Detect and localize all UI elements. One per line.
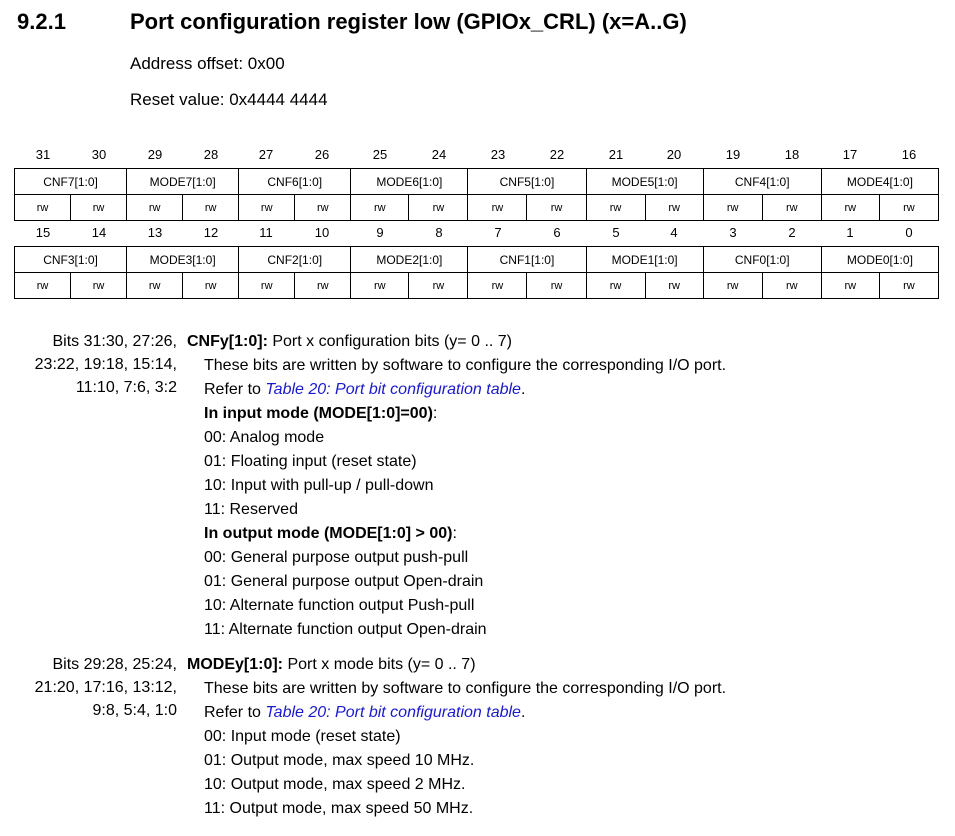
- field-cnf3: CNF3[1:0]: [15, 247, 127, 273]
- bit-number: 17: [842, 147, 858, 162]
- refer-suffix: .: [520, 704, 526, 721]
- input-mode-item: 00: Analog mode: [204, 429, 325, 446]
- access-cell: rw: [703, 195, 762, 221]
- mode-item: 01: Output mode, max speed 10 MHz.: [204, 752, 475, 769]
- input-mode-heading: In input mode (MODE[1:0]=00): [204, 405, 433, 422]
- cnf-bits-label: [35, 330, 177, 399]
- mode-lines: [204, 677, 726, 821]
- address-offset: Address offset: 0x00: [130, 54, 285, 73]
- field-mode0: MODE0[1:0]: [821, 247, 938, 273]
- access-cell: rw: [409, 195, 468, 221]
- bit-number: 12: [203, 225, 219, 240]
- refer-prefix: Refer to: [204, 704, 266, 721]
- bits-label-line: 21:20, 17:16, 13:12,: [34, 679, 177, 696]
- bit-number: 29: [147, 147, 163, 162]
- access-cell: rw: [645, 195, 703, 221]
- access-cell: rw: [821, 273, 879, 299]
- reset-value: Reset value: 0x4444 4444: [130, 90, 328, 109]
- field-cnf6: CNF6[1:0]: [239, 169, 351, 195]
- field-mode5: MODE5[1:0]: [586, 169, 703, 195]
- access-cell: rw: [762, 273, 821, 299]
- access-cell: rw: [127, 273, 183, 299]
- access-cell: rw: [468, 273, 527, 299]
- input-mode-item: 01: Floating input (reset state): [204, 453, 417, 470]
- field-cnf4: CNF4[1:0]: [703, 169, 821, 195]
- bit-number: 27: [258, 147, 274, 162]
- table-20-link[interactable]: Table 20: Port bit configuration table: [265, 704, 521, 721]
- access-cell: rw: [527, 273, 586, 299]
- bit-number: 5: [612, 225, 620, 240]
- field-mode2: MODE2[1:0]: [351, 247, 468, 273]
- bit-number: 31: [35, 147, 51, 162]
- access-cell: rw: [879, 195, 938, 221]
- output-mode-heading-line: [204, 522, 726, 546]
- access-cell: rw: [879, 273, 938, 299]
- bit-number: 1: [846, 225, 854, 240]
- refer-suffix: .: [520, 381, 526, 398]
- access-cell: rw: [15, 195, 71, 221]
- mode-item: 10: Output mode, max speed 2 MHz.: [204, 776, 466, 793]
- output-mode-item: 10: Alternate function output Push-pull: [204, 597, 475, 614]
- output-mode-item: 01: General purpose output Open-drain: [204, 573, 484, 590]
- bit-number: 22: [549, 147, 565, 162]
- bit-numbers-low: [14, 221, 939, 246]
- bit-number: 4: [670, 225, 678, 240]
- access-cell: rw: [239, 273, 295, 299]
- field-mode1: MODE1[1:0]: [586, 247, 703, 273]
- bit-number: 7: [494, 225, 502, 240]
- bit-number: 13: [147, 225, 163, 240]
- bit-number: 23: [490, 147, 506, 162]
- bit-number: 2: [788, 225, 796, 240]
- access-cell: rw: [71, 195, 127, 221]
- field-mode7: MODE7[1:0]: [127, 169, 239, 195]
- access-cell: rw: [762, 195, 821, 221]
- refer-prefix: Refer to: [204, 381, 266, 398]
- bit-number: 0: [905, 225, 913, 240]
- field-mode3: MODE3[1:0]: [127, 247, 239, 273]
- bit-number: 21: [608, 147, 624, 162]
- section-number: 9.2.1: [17, 9, 66, 34]
- cnf-lines: [204, 354, 726, 642]
- access-cell: rw: [645, 273, 703, 299]
- access-cell: rw: [409, 273, 468, 299]
- table-20-link[interactable]: Table 20: Port bit configuration table: [265, 381, 521, 398]
- bit-number: 10: [314, 225, 330, 240]
- bit-number: 19: [725, 147, 741, 162]
- access-cell: rw: [295, 195, 351, 221]
- bit-number: 24: [431, 147, 447, 162]
- output-mode-colon: :: [452, 525, 457, 542]
- bit-number: 25: [372, 147, 388, 162]
- field-cnf1: CNF1[1:0]: [468, 247, 586, 273]
- bit-number: 18: [784, 147, 800, 162]
- bit-number: 3: [729, 225, 737, 240]
- access-cell: rw: [527, 195, 586, 221]
- field-mode4: MODE4[1:0]: [821, 169, 938, 195]
- section-title: Port configuration register low (GPIOx_CRL) (x=A..G): [130, 9, 687, 34]
- access-cell: rw: [703, 273, 762, 299]
- bit-number: 11: [259, 225, 273, 240]
- output-mode-item: 00: General purpose output push-pull: [204, 549, 469, 566]
- mode-item: 00: Input mode (reset state): [204, 728, 401, 745]
- access-cell: rw: [586, 195, 645, 221]
- access-cell: rw: [71, 273, 127, 299]
- output-mode-item: 11: Alternate function output Open-drain: [204, 621, 487, 638]
- bit-number: 20: [666, 147, 682, 162]
- bit-number: 16: [901, 147, 917, 162]
- cnf-field-summary: Port x configuration bits (y= 0 .. 7): [267, 333, 512, 350]
- bit-number: 6: [553, 225, 561, 240]
- mode-bits-label: [35, 653, 177, 722]
- mode-field-summary: Port x mode bits (y= 0 .. 7): [283, 656, 476, 673]
- field-cnf5: CNF5[1:0]: [468, 169, 586, 195]
- bit-number: 8: [435, 225, 443, 240]
- access-cell: rw: [15, 273, 71, 299]
- input-mode-item: 11: Reserved: [204, 501, 298, 518]
- field-cnf0: CNF0[1:0]: [703, 247, 821, 273]
- access-cell: rw: [183, 273, 239, 299]
- mode-item: 11: Output mode, max speed 50 MHz.: [204, 800, 474, 817]
- cnf-refer-line: [204, 378, 726, 402]
- bit-number: 28: [203, 147, 219, 162]
- mode-refer-line: [204, 701, 726, 725]
- input-mode-colon: :: [432, 405, 438, 422]
- field-cnf7: CNF7[1:0]: [15, 169, 127, 195]
- input-mode-item: 10: Input with pull-up / pull-down: [204, 477, 434, 494]
- access-cell: rw: [351, 273, 409, 299]
- input-mode-heading-line: [204, 402, 726, 426]
- register-low-half: [14, 221, 939, 299]
- access-cell: rw: [468, 195, 527, 221]
- bit-number: 9: [376, 225, 384, 240]
- cnf-field-heading: [187, 330, 512, 353]
- cnf-field-name: CNFy[1:0]:: [187, 333, 268, 350]
- output-mode-heading: In output mode (MODE[1:0] > 00): [204, 525, 453, 542]
- field-cnf2: CNF2[1:0]: [239, 247, 351, 273]
- register-table-high: [14, 168, 939, 221]
- cnf-line: These bits are written by software to configure the corresponding I/O port.: [204, 357, 727, 374]
- bit-number: 26: [314, 147, 330, 162]
- bits-label-line: 9:8, 5:4, 1:0: [92, 702, 177, 719]
- access-cell: rw: [351, 195, 409, 221]
- bits-label-line: Bits 29:28, 25:24,: [52, 656, 177, 673]
- access-cell: rw: [239, 195, 295, 221]
- bit-numbers-high: [14, 143, 939, 168]
- access-cell: rw: [183, 195, 239, 221]
- register-high-half: [14, 143, 939, 221]
- mode-line: These bits are written by software to configure the corresponding I/O port.: [204, 680, 727, 697]
- register-table-low: [14, 246, 939, 299]
- access-cell: rw: [295, 273, 351, 299]
- access-cell: rw: [127, 195, 183, 221]
- bits-label-line: 23:22, 19:18, 15:14,: [34, 356, 177, 373]
- bits-label-line: 11:10, 7:6, 3:2: [75, 379, 177, 396]
- bit-number: 30: [91, 147, 107, 162]
- bit-number: 15: [35, 225, 51, 240]
- mode-field-name: MODEy[1:0]:: [187, 656, 284, 673]
- access-cell: rw: [586, 273, 645, 299]
- bits-label-line: Bits 31:30, 27:26,: [52, 333, 177, 350]
- access-cell: rw: [821, 195, 879, 221]
- field-mode6: MODE6[1:0]: [351, 169, 468, 195]
- mode-field-heading: [187, 653, 476, 676]
- bit-number: 14: [91, 225, 107, 240]
